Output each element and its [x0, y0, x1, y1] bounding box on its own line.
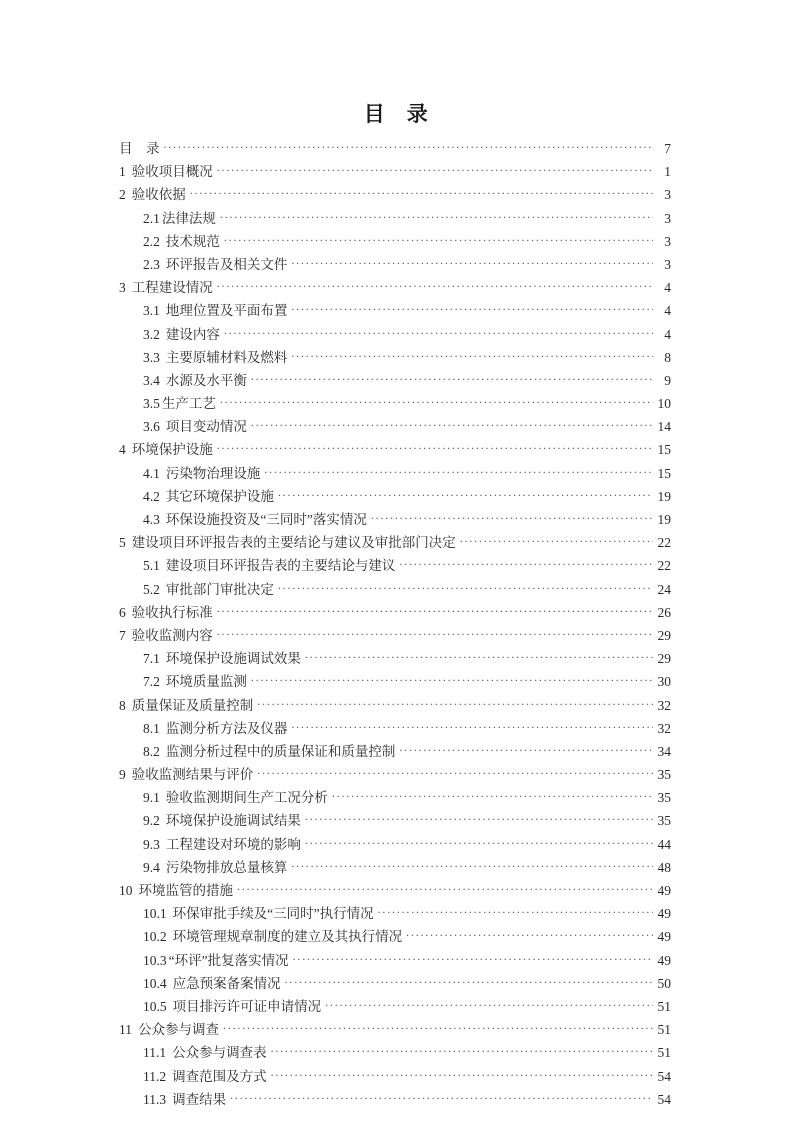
toc-entry-label [143, 485, 277, 505]
toc-leader-dots [217, 603, 653, 617]
toc-entry-page-number: 3 [664, 187, 671, 203]
toc-leader-dots [217, 279, 653, 293]
toc-entry-number: 5.2 [143, 581, 160, 597]
toc-entry[interactable] [119, 925, 671, 948]
toc-entry-number: 9.4 [143, 859, 160, 875]
toc-entry[interactable] [119, 694, 671, 717]
toc-entry-label [143, 717, 290, 737]
toc-entry-number: 11.3 [143, 1091, 167, 1107]
toc-entry-text: 环保设施投资及“三同时”落实情况 [165, 512, 367, 527]
toc-entry-text: 其它环境保护设施 [165, 488, 274, 504]
toc-entry-page-number: 44 [657, 836, 671, 852]
toc-entry-number: 10.4 [143, 975, 167, 991]
toc-entry-text: 环境保护设施 [131, 442, 213, 458]
toc-entry-page-number: 3 [664, 256, 671, 272]
toc-entry-label [119, 160, 216, 180]
toc-entry[interactable] [119, 462, 671, 485]
toc-entry[interactable] [119, 1088, 671, 1111]
toc-entry[interactable] [119, 230, 671, 253]
toc-leader-dots [271, 1067, 653, 1081]
toc-entry-text: 调查结果 [172, 1091, 227, 1107]
toc-entry[interactable] [119, 299, 671, 322]
toc-entry-text: 环境监管的措施 [138, 883, 233, 898]
toc-entry-label [143, 323, 223, 343]
toc-entry-number: 5 [119, 535, 126, 551]
toc-entry-page-number: 8 [664, 349, 671, 365]
toc-entry[interactable] [119, 508, 671, 531]
toc-entry-text: 环保审批手续及“三同时”执行情况 [172, 906, 374, 922]
toc-entry-label [143, 462, 263, 482]
toc-entry-label [143, 925, 405, 945]
toc-entry[interactable] [119, 1018, 671, 1041]
toc-leader-dots [190, 186, 653, 200]
toc-entry[interactable] [119, 137, 671, 160]
toc-entry-text: 污染物排放总量核算 [165, 859, 288, 875]
toc-entry[interactable] [119, 323, 671, 346]
toc-entry-page-number: 14 [657, 419, 671, 435]
toc-entry-label [143, 415, 250, 435]
toc-leader-dots [399, 742, 653, 756]
toc-entry-label [143, 578, 277, 598]
toc-leader-dots [291, 302, 653, 316]
toc-leader-dots [291, 255, 653, 269]
toc-entry-text: 环境保护设施调试结果 [165, 813, 301, 829]
toc-entry-page-number: 29 [657, 627, 671, 643]
toc-entry-page-number: 32 [657, 720, 671, 736]
toc-entry-label [119, 1018, 222, 1038]
toc-entry-page-number: 15 [657, 465, 671, 481]
toc-entry-page-number: 51 [657, 1022, 671, 1038]
toc-entry-number: 2.2 [143, 233, 160, 249]
toc-entry[interactable] [119, 415, 671, 438]
toc-entry-number: 11.1 [143, 1045, 167, 1061]
toc-entry[interactable] [119, 833, 671, 856]
toc-entry[interactable] [119, 995, 671, 1018]
toc-entry-text: 项目变动情况 [165, 419, 247, 435]
toc-leader-dots [291, 858, 653, 872]
toc-entry-text: 环评报告及相关文件 [165, 256, 288, 272]
toc-entry-text: 地理位置及平面布置 [165, 303, 288, 319]
toc-entry[interactable] [119, 763, 671, 786]
toc-entry-number: 8.2 [143, 743, 160, 759]
toc-entry-page-number: 9 [664, 372, 671, 388]
toc-entry[interactable] [119, 160, 671, 183]
toc-entry-text: 工程建设对环境的影响 [165, 836, 301, 852]
toc-entry-number: 10.5 [143, 998, 167, 1014]
toc-entry-text: 监测分析方法及仪器 [165, 720, 288, 736]
toc-entry-label [119, 601, 216, 621]
toc-entry[interactable] [119, 647, 671, 670]
toc-entry-text: 法律法规 [161, 210, 216, 226]
toc-entry-text: 调查范围及方式 [172, 1068, 267, 1084]
toc-entry-number: 5.1 [143, 558, 160, 574]
toc-entry-number: 11.2 [143, 1068, 167, 1084]
toc-entry-label [143, 253, 290, 273]
toc-leader-dots [332, 789, 653, 803]
toc-entry-number: 3.5 [143, 396, 160, 412]
toc-entry-label [119, 624, 216, 644]
toc-leader-dots [220, 395, 653, 409]
toc-entry-number: 2 [119, 187, 126, 203]
toc-entry-label [143, 369, 250, 389]
toc-entry-page-number: 34 [657, 743, 671, 759]
toc-entry-text: 验收监测内容 [131, 627, 213, 643]
toc-entry-text: 建设项目环评报告表的主要结论与建议及审批部门决定 [131, 535, 456, 551]
toc-leader-dots [378, 905, 653, 919]
toc-entry-page-number: 35 [657, 790, 671, 806]
toc-entry-label [119, 137, 163, 157]
toc-entry-label [119, 694, 256, 714]
toc-entry[interactable] [119, 1065, 671, 1088]
toc-entry-number: 3.4 [143, 372, 160, 388]
toc-entry-page-number: 26 [657, 604, 671, 620]
toc-entry-text: 验收执行标准 [131, 604, 213, 620]
toc-entry-label [143, 949, 292, 969]
toc-entry-page-number: 4 [664, 280, 671, 296]
toc-entry[interactable] [119, 207, 671, 230]
toc-leader-dots [305, 650, 653, 664]
toc-entry-label [143, 554, 398, 574]
toc-entry-label [143, 740, 398, 760]
toc-entry-number: 4.3 [143, 512, 160, 527]
toc-leader-dots [460, 534, 653, 548]
toc-entry-label [143, 995, 324, 1015]
toc-entry[interactable] [119, 786, 671, 809]
toc-leader-dots [224, 325, 653, 339]
toc-entry-page-number: 10 [657, 396, 671, 412]
toc-leader-dots [217, 626, 653, 640]
toc-entry-label [143, 786, 331, 806]
toc-entry-text: 主要原辅材料及燃料 [165, 349, 288, 365]
toc-entry[interactable] [119, 949, 671, 972]
toc-leader-dots [285, 974, 653, 988]
toc-leader-dots [217, 441, 653, 455]
toc-entry-page-number: 50 [657, 975, 671, 991]
toc-leader-dots [264, 464, 653, 478]
toc-entry-page-number: 24 [657, 581, 671, 597]
toc-entry-number: 10.1 [143, 906, 167, 922]
toc-entry-number: 8 [119, 697, 126, 713]
toc-entry-number: 4.1 [143, 465, 160, 481]
toc-entry[interactable] [119, 902, 671, 925]
toc-entry-label [119, 879, 236, 899]
toc-entry[interactable] [119, 972, 671, 995]
toc-entry-text: 项目排污许可证申请情况 [172, 998, 322, 1014]
toc-entry-page-number: 51 [657, 1045, 671, 1061]
toc-entry-text: 水源及水平衡 [165, 372, 247, 388]
toc-entry-page-number: 22 [657, 535, 671, 551]
toc-entry-number: 9.2 [143, 813, 160, 829]
toc-entry-label [143, 1088, 229, 1108]
toc-entry-number: 1 [119, 164, 126, 180]
table-of-contents [119, 137, 671, 1111]
toc-entry-page-number: 54 [657, 1091, 671, 1107]
toc-leader-dots [251, 418, 653, 432]
toc-entry-text: 监测分析过程中的质量保证和质量控制 [165, 743, 396, 759]
toc-entry-number: 3.2 [143, 326, 160, 342]
toc-entry[interactable] [119, 438, 671, 461]
toc-entry-label [119, 531, 459, 551]
toc-entry[interactable] [119, 879, 671, 902]
toc-entry[interactable] [119, 554, 671, 577]
toc-entry-page-number: 7 [664, 141, 671, 156]
toc-entry-label [143, 1041, 270, 1061]
toc-leader-dots [293, 951, 653, 965]
toc-entry-label [143, 299, 290, 319]
toc-leader-dots [164, 140, 654, 154]
toc-entry-page-number: 4 [664, 326, 671, 342]
toc-entry-text: 建设项目环评报告表的主要结论与建议 [165, 558, 396, 574]
toc-entry-page-number: 35 [657, 813, 671, 829]
toc-leader-dots [220, 209, 653, 223]
toc-entry-number: 7 [119, 627, 126, 643]
toc-leader-dots [217, 163, 653, 177]
toc-leader-dots [257, 766, 653, 780]
toc-entry-number: 3.6 [143, 419, 160, 435]
toc-entry-page-number: 22 [657, 558, 671, 574]
toc-entry-page-number: 51 [657, 998, 671, 1014]
toc-entry-label [143, 230, 223, 250]
toc-entry-number: 2.3 [143, 256, 160, 272]
toc-entry-number: 2.1 [143, 210, 160, 226]
toc-entry-number: 4 [119, 442, 126, 458]
toc-entry-text: 技术规范 [165, 233, 220, 249]
toc-entry-text: 工程建设情况 [131, 280, 213, 296]
toc-entry[interactable] [119, 809, 671, 832]
toc-entry[interactable] [119, 392, 671, 415]
toc-leader-dots [251, 371, 653, 385]
toc-entry-number: 8.1 [143, 720, 160, 736]
toc-leader-dots [251, 673, 653, 687]
toc-entry[interactable] [119, 485, 671, 508]
toc-leader-dots [237, 882, 653, 896]
toc-entry-page-number: 1 [664, 164, 671, 180]
toc-entry-text: 应急预案备案情况 [172, 975, 281, 991]
toc-leader-dots [224, 232, 653, 246]
toc-entry-page-number: 49 [657, 883, 671, 898]
toc-entry[interactable] [119, 717, 671, 740]
toc-leader-dots [305, 812, 653, 826]
toc-entry-page-number: 49 [657, 929, 671, 945]
toc-entry-label [143, 809, 304, 829]
page-title: 目 录 [363, 102, 429, 126]
toc-leader-dots [291, 348, 653, 362]
toc-entry-text: “环评”批复落实情况 [168, 952, 289, 968]
toc-entry-number: 3.3 [143, 349, 160, 365]
toc-entry-text: 建设内容 [165, 326, 220, 342]
toc-entry[interactable] [119, 253, 671, 276]
toc-entry-number: 11 [119, 1022, 132, 1038]
toc-entry-label [119, 183, 189, 203]
toc-entry-label [143, 647, 304, 667]
toc-entry-label [143, 972, 284, 992]
toc-entry-number: 10.2 [143, 929, 167, 945]
toc-entry-label [119, 276, 216, 296]
toc-entry[interactable] [119, 346, 671, 369]
toc-entry-page-number: 35 [657, 767, 671, 783]
toc-entry-page-number: 30 [657, 674, 671, 690]
toc-entry[interactable] [119, 670, 671, 693]
toc-entry-text: 公众参与调查 [138, 1022, 219, 1038]
toc-entry-label [143, 346, 290, 366]
toc-leader-dots [257, 696, 653, 710]
toc-leader-dots [305, 835, 653, 849]
toc-entry-text: 环境管理规章制度的建立及其执行情况 [172, 929, 403, 945]
toc-entry-text: 验收监测结果与评价 [131, 767, 254, 783]
toc-entry-text: 环境保护设施调试效果 [165, 651, 301, 667]
toc-entry[interactable] [119, 531, 671, 554]
toc-entry-text: 验收监测期间生产工况分析 [165, 790, 328, 806]
toc-entry-number: 3 [119, 280, 126, 296]
toc-entry-label [143, 392, 219, 412]
toc-entry-number: 9 [119, 767, 126, 783]
toc-entry-page-number: 4 [664, 303, 671, 319]
toc-entry-page-number: 19 [657, 512, 671, 527]
toc-leader-dots [371, 511, 653, 525]
toc-entry-page-number: 49 [657, 952, 671, 968]
toc-entry-text: 目 录 [119, 141, 160, 156]
toc-entry-label [143, 670, 250, 690]
toc-entry-text: 质量保证及质量控制 [131, 697, 254, 713]
toc-entry-page-number: 54 [657, 1068, 671, 1084]
toc-entry-page-number: 29 [657, 651, 671, 667]
toc-leader-dots [406, 928, 653, 942]
toc-entry-page-number: 32 [657, 697, 671, 713]
toc-leader-dots [278, 580, 653, 594]
toc-entry-page-number: 48 [657, 859, 671, 875]
toc-entry[interactable] [119, 276, 671, 299]
toc-leader-dots [230, 1090, 653, 1104]
toc-entry-number: 10.3 [143, 952, 167, 968]
toc-entry-label [143, 902, 377, 922]
toc-entry-text: 验收项目概况 [131, 164, 213, 180]
toc-entry-number: 10 [119, 883, 133, 898]
toc-leader-dots [291, 719, 653, 733]
toc-entry-label [119, 763, 256, 783]
toc-entry[interactable] [119, 369, 671, 392]
toc-entry-page-number: 15 [657, 442, 671, 458]
toc-entry-number: 4.2 [143, 488, 160, 504]
toc-entry-page-number: 3 [664, 233, 671, 249]
toc-entry-text: 审批部门审批决定 [165, 581, 274, 597]
toc-entry-label [143, 833, 304, 853]
toc-leader-dots [271, 1044, 653, 1058]
toc-entry-label [143, 1065, 270, 1085]
toc-entry[interactable] [119, 856, 671, 879]
toc-entry-text: 环境质量监测 [165, 674, 247, 690]
toc-entry-text: 污染物治理设施 [165, 465, 261, 481]
toc-entry-label [143, 207, 219, 227]
toc-leader-dots [278, 487, 653, 501]
toc-entry-label [143, 508, 370, 528]
toc-leader-dots [223, 1021, 653, 1035]
toc-leader-dots [399, 557, 653, 571]
toc-entry-number: 7.2 [143, 674, 160, 690]
toc-entry-number: 7.1 [143, 651, 160, 667]
toc-entry-text: 验收依据 [131, 187, 186, 203]
toc-entry-number: 6 [119, 604, 126, 620]
toc-entry-page-number: 19 [657, 488, 671, 504]
toc-entry-page-number: 49 [657, 906, 671, 922]
toc-entry[interactable] [119, 183, 671, 206]
toc-entry[interactable] [119, 624, 671, 647]
toc-entry-number: 3.1 [143, 303, 160, 319]
toc-entry-page-number: 3 [664, 210, 671, 226]
toc-entry[interactable] [119, 601, 671, 624]
toc-entry-text: 生产工艺 [161, 396, 216, 412]
toc-entry-label [119, 438, 216, 458]
toc-entry-number: 9.1 [143, 790, 160, 806]
toc-entry-number: 9.3 [143, 836, 160, 852]
toc-leader-dots [325, 997, 653, 1011]
toc-entry-text: 公众参与调查表 [172, 1045, 267, 1061]
toc-entry[interactable] [119, 578, 671, 601]
toc-entry[interactable] [119, 740, 671, 763]
toc-entry[interactable] [119, 1041, 671, 1064]
toc-entry-label [143, 856, 290, 876]
